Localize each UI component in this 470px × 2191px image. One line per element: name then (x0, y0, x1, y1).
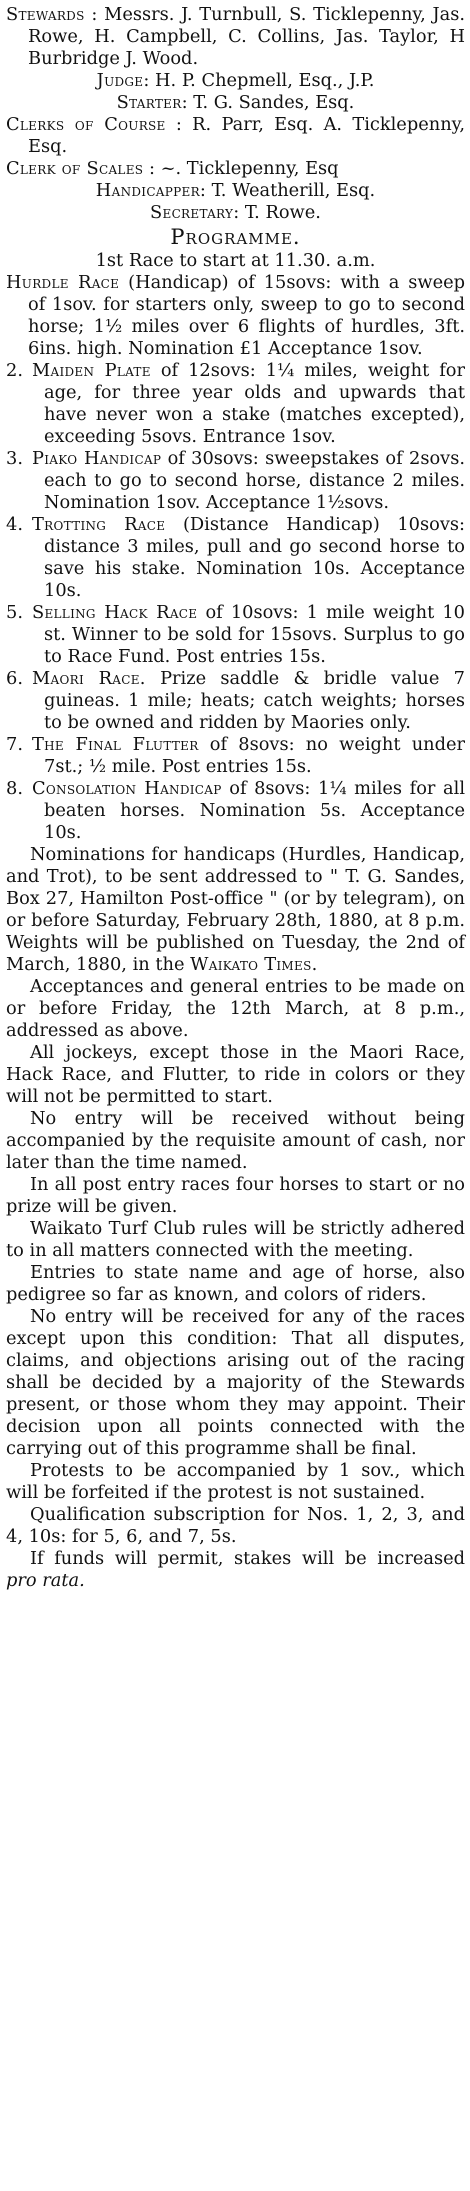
race-conditions: of 8sovs: no weight under 7st.; ½ mile. Post entries 15s. (44, 734, 466, 777)
secretary-name: : T. Rowe. (233, 202, 321, 223)
race-name: Piako Handicap (32, 448, 162, 469)
stewards-line (6, 4, 465, 70)
judge-line (6, 70, 465, 92)
pro-rata-text: pro rata. (6, 1570, 85, 1591)
nominations-notice (6, 844, 465, 976)
programme-heading: Programme. (170, 225, 301, 249)
race-number: 3. (6, 448, 23, 469)
stewards-names: : Messrs. J. Turnbull, S. Ticklepenny, Jas. Rowe, H. Campbell, C. Collins, Jas. Taylor, H Burbridge J. Wood. (28, 4, 466, 69)
clerks-of-course-label: Clerks of Course (6, 114, 166, 135)
judge-name: : H. P. Chepmell, Esq., J.P. (143, 70, 375, 91)
newspaper-name: Waikato Times. (190, 954, 318, 975)
race-conditions: (Distance Handicap) 10sovs: distance 3 miles, pull and go second horse to save his stake. Nomination 10s. Acceptance 10s. (44, 514, 465, 601)
race-conditions: of 10sovs: 1 mile weight 10 st. Winner to be sold for 15sovs. Surplus to go to Race Fund. Post entries 15s. (44, 602, 465, 667)
funds-text: If funds will permit, stakes will be increased (30, 1548, 465, 1569)
race-name: The Final Flutter (32, 734, 199, 755)
clerk-of-scales-name: : ~. Ticklepenny, Esq (148, 158, 339, 179)
clerks-of-course-line (6, 114, 465, 158)
notice-paragraph: In all post entry races four horses to start or no prize will be given. (6, 1174, 465, 1217)
race-number: 4. (6, 514, 23, 535)
race-item-3 (6, 448, 465, 514)
notice-paragraph: Protests to be accompanied by 1 sov., which will be forfeited if the protest is not sustained. (6, 1460, 465, 1503)
race-conditions: Prize saddle & bridle value 7 guineas. 1 mile; heats; catch weights; horses to be owned and ridden by Maories only. (44, 668, 465, 733)
race-item-2 (6, 360, 465, 448)
stewards-label: Stewards (6, 4, 85, 25)
clerks-of-course-names: : R. Parr, Esq. A. Ticklepenny, Esq. (28, 114, 465, 157)
notice-paragraph: All jockeys, except those in the Maori Race, Hack Race, and Flutter, to ride in colors or they will not be permitted to start. (6, 1042, 465, 1107)
race-number: 8. (6, 778, 23, 799)
notice-paragraph: Qualification subscription for Nos. 1, 2, 3, and 4, 10s: for 5, 6, and 7, 5s. (6, 1504, 465, 1547)
start-time: 1st Race to start at 11.30. a.m. (95, 250, 376, 271)
race-item-7 (6, 734, 465, 778)
race-name: Selling Hack Race (32, 602, 198, 623)
handicapper-line (6, 180, 465, 202)
notice-paragraph: Acceptances and general entries to be made on or before Friday, the 12th March, at 8 p.m., addressed as above. (6, 976, 465, 1041)
funds-notice (6, 1548, 465, 1592)
race-conditions: of 8sovs: 1¼ miles for all beaten horses. Nomination 5s. Acceptance 10s. (44, 778, 466, 843)
handicapper-name: : T. Weatherill, Esq. (199, 180, 376, 201)
notice-paragraph: No entry will be received without being accompanied by the requisite amount of cash, nor later than the time named. (6, 1108, 465, 1173)
race-number: 6. (6, 668, 23, 689)
race-name: Maiden Plate (32, 360, 151, 381)
race-conditions: of 30sovs: sweepstakes of 2sovs. each to go to second horse, distance 2 miles. Nomination 1sov. Acceptance 1½sovs. (44, 448, 465, 513)
race-name: Trotting Race (32, 514, 166, 535)
race-item-5 (6, 602, 465, 668)
handicapper-label: Handicapper (95, 180, 200, 201)
race-number: 7. (6, 734, 23, 755)
starter-name: : T. G. Sandes, Esq. (181, 92, 355, 113)
race-name: Consolation Handicap (32, 778, 222, 799)
race-conditions: (Handicap) of 15sovs: with a sweep of 1sov. for starters only, sweep to go to second horse; 1½ miles over 6 flights of hurdles, 3ft. 6ins. high. Nomination £1 Acceptance 1sov. (28, 272, 466, 359)
starter-label: Starter (116, 92, 182, 113)
race-name: Hurdle Race (6, 272, 120, 293)
race-item-1 (6, 272, 465, 360)
notice-paragraph: No entry will be received for any of the races except upon this condition: That all disputes, claims, and objections arising out of the racing shall be decided by a majority of the Stewards present, or those whom they may appoint. Their decision upon all points connected with the carrying out of this programme shall be final. (6, 1306, 465, 1459)
clerk-of-scales-label: Clerk of Scales (6, 158, 144, 179)
judge-label: Judge (96, 70, 144, 91)
race-number: 5. (6, 602, 23, 623)
notice-paragraph: Entries to state name and age of horse, also pedigree so far as known, and colors of riders. (6, 1262, 465, 1305)
race-number: 2. (6, 360, 23, 381)
secretary-label: Secretary (150, 202, 234, 223)
nominations-text: Nominations for handicaps (Hurdles, Handicap, and Trot), to be sent addressed to " T. G. Sandes, Box 27, Hamilton Post-office " (or by telegram), on or before Saturday, February 28th, 1880, at 8 p.m. Weights will be published on Tuesday, the 2nd of March, 1880, in the (6, 844, 465, 975)
secretary-line (6, 202, 465, 224)
race-item-8 (6, 778, 465, 844)
starter-line (6, 92, 465, 114)
clerk-of-scales-line (6, 158, 465, 180)
race-item-4 (6, 514, 465, 602)
race-conditions: of 12sovs: 1¼ miles, weight for age, for three year olds and upwards that have never won a stake (matches excepted), exceeding 5sovs. Entrance 1sov. (44, 360, 466, 447)
race-name: Maori Race. (32, 668, 146, 689)
notice-paragraph: Waikato Turf Club rules will be strictly adhered to in all matters connected with the meeting. (6, 1218, 465, 1261)
race-item-6 (6, 668, 465, 734)
